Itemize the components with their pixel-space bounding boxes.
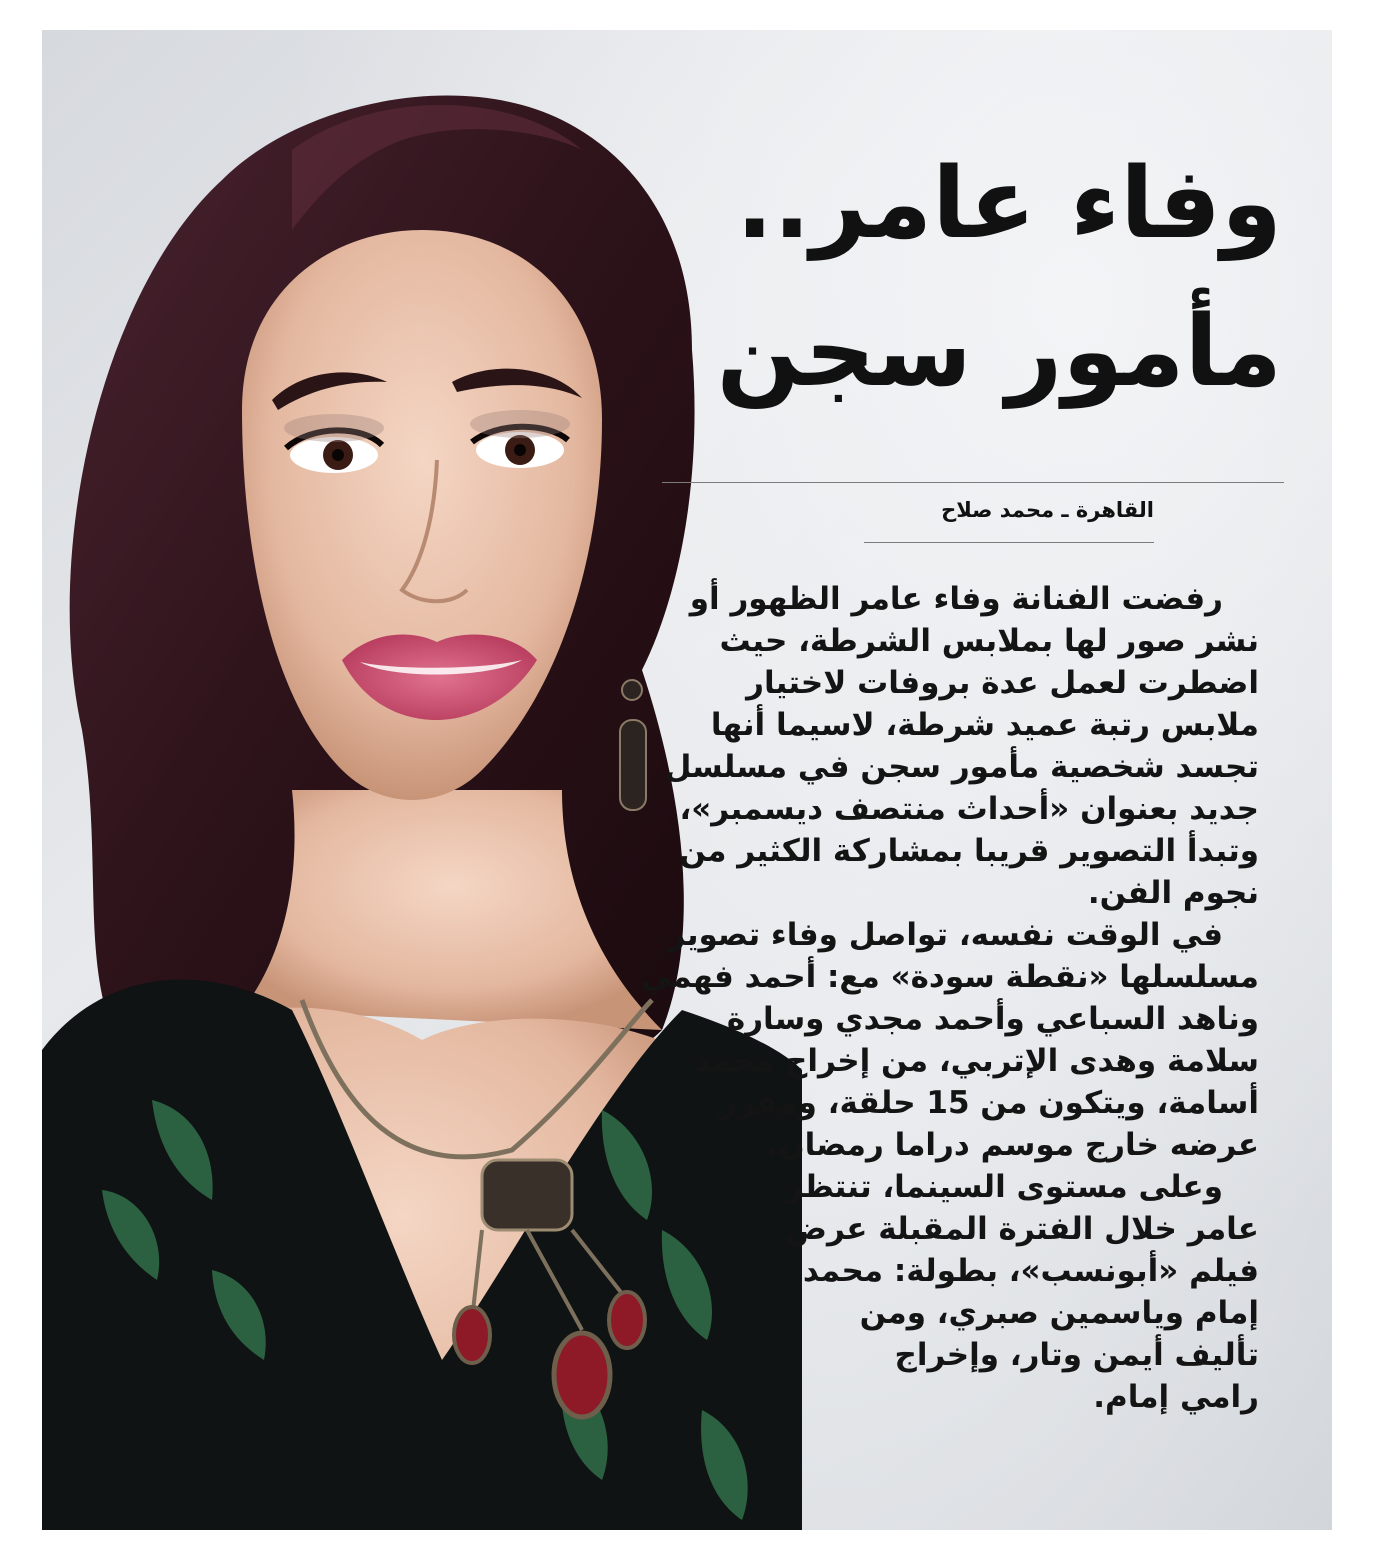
top-divider [662, 482, 1284, 483]
paragraph-line: تجسد شخصية مأمور سجن في مسلسل [664, 749, 1259, 785]
paragraph-line: أسامة، ويتكون من 15 حلقة، ومقرر [719, 1085, 1259, 1121]
paragraph-line: وناهد السباعي وأحمد مجدي وسارة [726, 1001, 1259, 1037]
paragraph-line: سلامة وهدى الإتربي، من إخراج محمد [693, 1043, 1259, 1079]
paragraph-line: جديد بعنوان «أحداث منتصف ديسمبر»، [679, 791, 1259, 827]
bottom-divider [864, 542, 1154, 543]
article-headline [682, 130, 1282, 426]
paragraph-line: تأليف أيمن وتار، وإخراج [894, 1337, 1259, 1373]
byline: القاهرة ـ محمد صلاح [941, 498, 1154, 522]
paragraph-line: اضطرت لعمل عدة بروفات لاختيار [746, 665, 1259, 701]
paragraph-line: مسلسلها «نقطة سودة» مع: أحمد فهمي [640, 959, 1259, 995]
paragraph-line: ملابس رتبة عميد شرطة، لاسيما أنها [710, 707, 1259, 743]
paragraph-line: وتبدأ التصوير قريبا بمشاركة الكثير من [679, 833, 1259, 869]
paragraph-line: إمام وياسمين صبري، ومن [859, 1295, 1259, 1331]
headline-line-2: مأمور سجن [716, 295, 1282, 409]
newspaper-page [42, 30, 1332, 1530]
paragraph-line: فيلم «أبونسب»، بطولة: محمد [802, 1253, 1259, 1289]
paragraph-line: في الوقت نفسه، تواصل وفاء تصوير [667, 917, 1223, 953]
article-body [640, 578, 1295, 1418]
paragraph-line: وعلى مستوى السينما، تنتظر [785, 1169, 1223, 1205]
article-paragraph [664, 578, 1295, 914]
paragraph-line: عامر خلال الفترة المقبلة عرض [785, 1211, 1259, 1247]
article-paragraph [697, 1166, 1295, 1418]
headline-line-1: وفاء عامر.. [736, 147, 1282, 261]
paragraph-line: رفضت الفنانة وفاء عامر الظهور أو [689, 581, 1223, 617]
paragraph-line: نشر صور لها بملابس الشرطة، حيث [719, 623, 1259, 659]
paragraph-line: نجوم الفن. [1087, 875, 1259, 911]
paragraph-line: عرضه خارج موسم دراما رمضان. [766, 1127, 1259, 1163]
article-paragraph [640, 914, 1295, 1166]
paragraph-line: رامي إمام. [1093, 1379, 1259, 1415]
